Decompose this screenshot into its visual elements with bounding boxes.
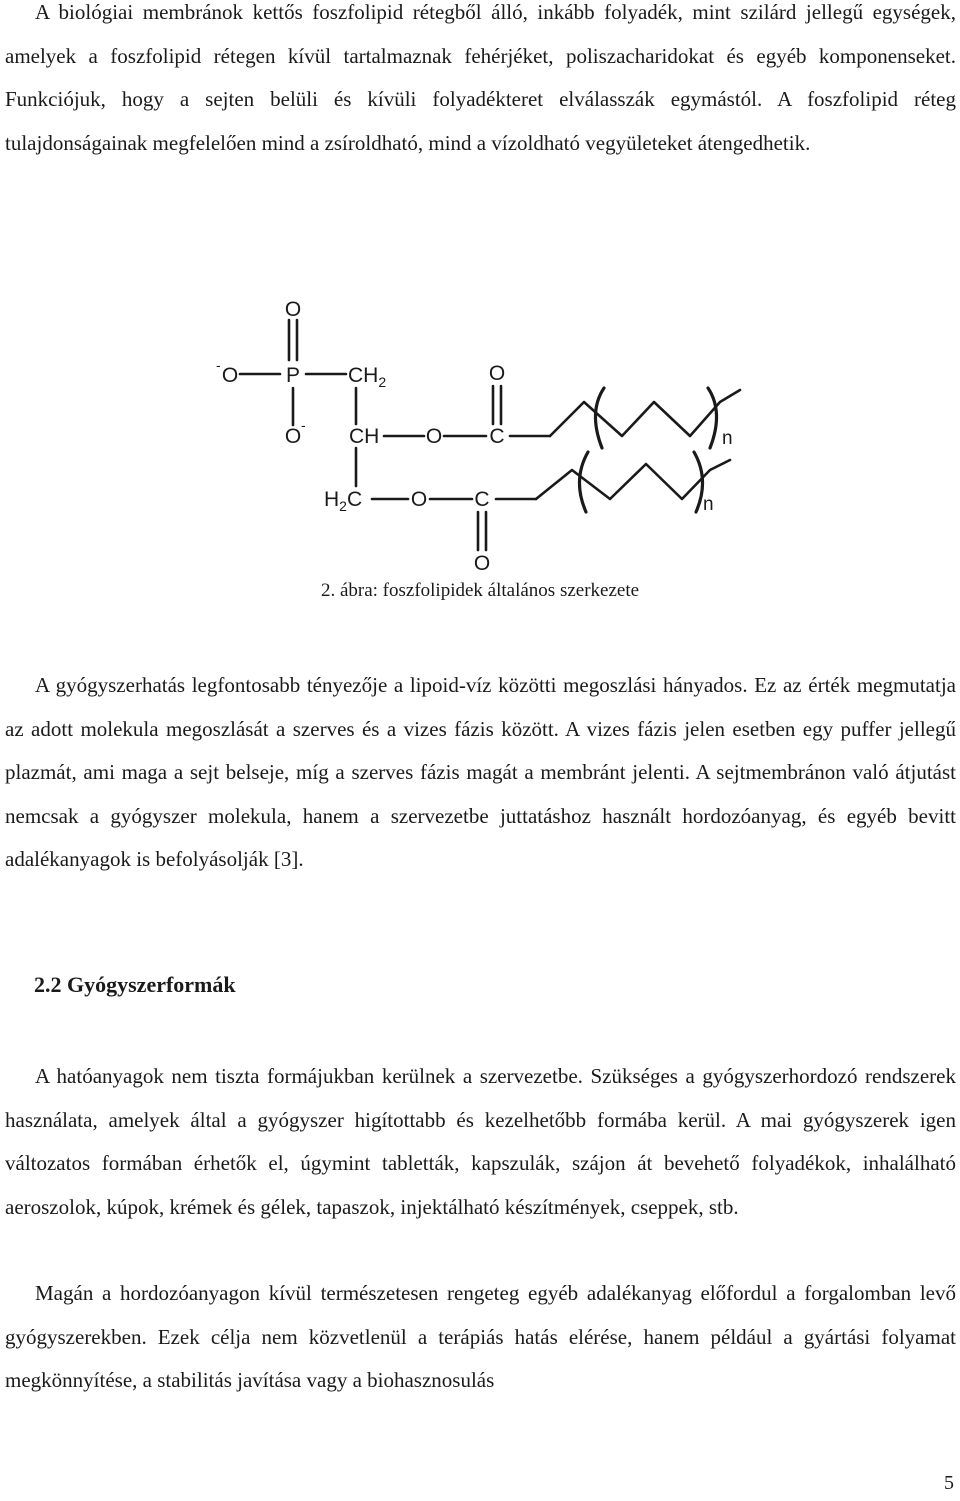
page-number: 5 xyxy=(944,1472,954,1494)
atom-ch: CH xyxy=(349,425,380,448)
atom-o-carbonyl-2: O xyxy=(473,552,491,575)
phospholipid-structure-diagram xyxy=(200,290,760,575)
atom-o-ester-1: O xyxy=(425,425,443,448)
negative-charge-bottom: - xyxy=(301,417,306,433)
partition-paragraph: A gyógyszerhatás legfontosabb tényezője a lipoid-víz közötti megoszlási hányados. Ez az érték megmutatja az adott molekula megoszlását a szerves és a vizes fázis között. A vizes fázis jelen esetben egy puffer jellegű plazmát, ami maga a sejt belseje, míg a szerves fázis magát a membránt jelenti. A sejtmembránon való átjutást nemcsak a gyógyszer molekula, hanem a szervezetbe juttatáshoz használt hordozóanyag, és egyéb bevitt adalékanyagok is befolyásolják [3]. xyxy=(5,673,956,871)
figure-caption: 2. ábra: foszfolipidek általános szerkezete xyxy=(320,580,640,601)
atom-h2c: $H_2C$ xyxy=(324,488,363,514)
negative-charge-left: - xyxy=(216,357,221,373)
dosage-forms-paragraph: A hatóanyagok nem tiszta formájukban kerülnek a szervezetbe. Szükséges a gyógyszerhordozó rendszerek használata, amelyek által a gyógyszer higítottabb és kezelhetőbb formába kerül. A mai gyógyszerek igen változatos formában érhetők el, úgymint tabletták, kapszulák, szájon át bevehető folyadékok, inhalálható aeroszolok, kúpok, krémek és gélek, tapaszok, injektálható készítmények, cseppek, stb. xyxy=(5,1064,956,1219)
atom-p: P xyxy=(285,364,301,387)
excipients-paragraph: Magán a hordozóanyagon kívül természetesen rengeteg egyéb adalékanyag előfordul a forgalomban levő gyógyszerekben. Ezek célja nem közvetlenül a terápiás hatás elérése, hanem például a gyártási folyamat megkönnyítése, a stabilitás javítása vagy a biohasznosulás xyxy=(5,1281,956,1392)
bracket-right-1 xyxy=(708,388,717,448)
repeat-count-n-1: n xyxy=(722,428,733,449)
repeat-count-n-2: n xyxy=(703,494,714,515)
atom-o-carbonyl-1: O xyxy=(488,362,506,385)
atom-c-carbonyl-1: C xyxy=(489,425,505,448)
atom-o-ester-2: O xyxy=(410,488,428,511)
atom-o-neg-bottom: O xyxy=(284,425,302,448)
atom-o-neg-left: O xyxy=(221,364,239,387)
atom-ch2-top: $CH_2$ xyxy=(348,364,387,390)
intro-paragraph: A biológiai membránok kettős foszfolipid rétegből álló, inkább folyadék, mint szilárd jellegű egységek, amelyek a foszfolipid rétegen kívül tartalmaznak fehérjéket, poliszacharidokat és egyéb komponenseket. Funkciójuk, hogy a sejten belüli és kívüli folyadékteret elválasszák egymástól. A foszfolipid réteg tulajdonságainak megfelelően mind a zsíroldható, mind a vízoldható vegyületeket átengedhetik. xyxy=(5,0,956,155)
section-heading: 2.2 Gyógyszerformák xyxy=(34,972,236,997)
atom-o-top: O xyxy=(284,298,302,321)
fatty-acid-chains xyxy=(536,390,740,499)
atom-c-carbonyl-2: C xyxy=(474,488,490,511)
